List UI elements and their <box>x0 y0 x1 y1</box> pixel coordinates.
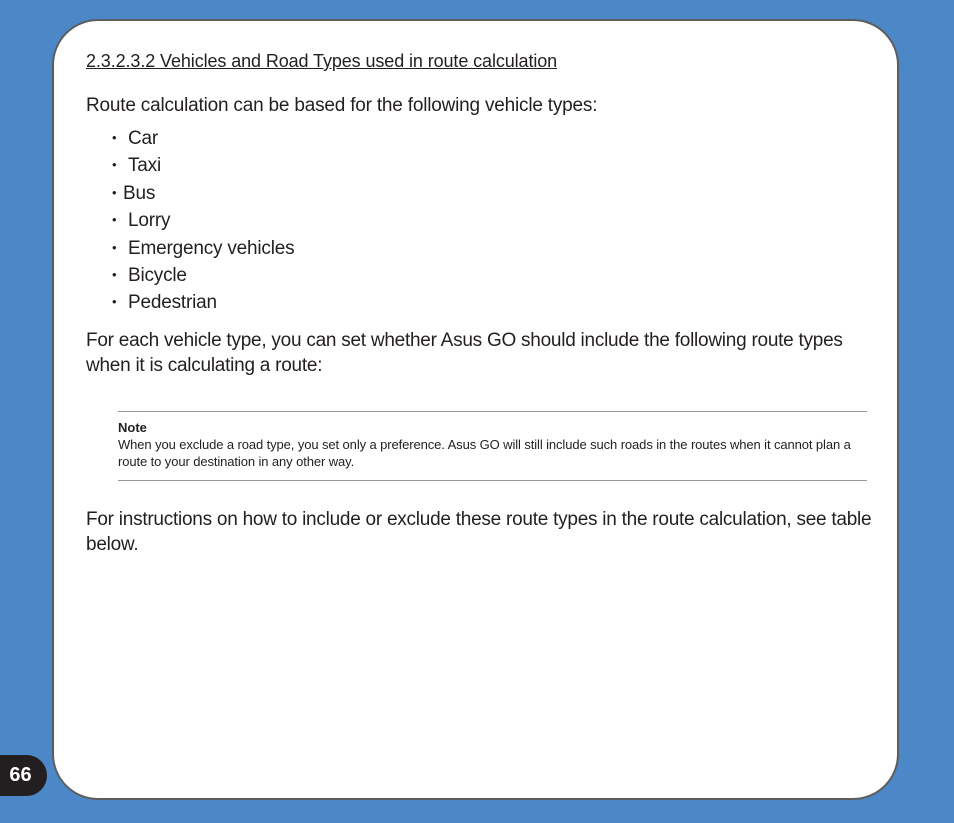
list-item <box>112 153 876 180</box>
vehicle-types-list <box>86 126 876 318</box>
bullet-icon: • <box>112 212 117 228</box>
note-title: Note <box>118 419 147 435</box>
list-item <box>112 236 876 263</box>
bullet-icon: • <box>112 294 117 310</box>
section-title: 2.3.2.3.2 Vehicles and Road Types used in route calculation <box>86 51 558 71</box>
vehicle-types-intro: Route calculation can be based for the following vehicle types: <box>86 95 598 116</box>
list-item <box>112 208 876 235</box>
vehicle-type-label: Taxi <box>128 155 161 177</box>
vehicle-type-label: Car <box>128 128 159 149</box>
note-body: When you exclude a road type, you set only a preference. Asus GO will still include such roads in the routes when it cannot plan a route to your destination in any other way. <box>118 436 851 469</box>
note-box <box>118 411 867 481</box>
list-item <box>112 263 876 290</box>
vehicle-type-label: Pedestrian <box>128 292 217 314</box>
vehicle-type-label: Emergency vehicles <box>128 237 295 259</box>
list-item <box>112 290 876 317</box>
bullet-icon: • <box>112 239 117 255</box>
bullet-icon: • <box>112 267 117 283</box>
bullet-icon: • <box>112 184 117 200</box>
instructions-paragraph: For instructions on how to include or exclude these route types in the route calculation, see table below. <box>86 508 872 555</box>
page-content <box>86 48 876 557</box>
page-number: 66 <box>0 755 47 796</box>
bullet-icon: • <box>112 157 117 173</box>
list-item <box>112 126 876 153</box>
list-item <box>112 181 876 208</box>
vehicle-type-label: Bus <box>123 182 156 204</box>
vehicle-type-label: Lorry <box>128 210 171 232</box>
vehicle-type-label: Bicycle <box>128 265 187 287</box>
bullet-icon: • <box>112 130 117 145</box>
route-types-paragraph: For each vehicle type, you can set whether Asus GO should include the following route types when it is calculating a route: <box>86 329 843 376</box>
